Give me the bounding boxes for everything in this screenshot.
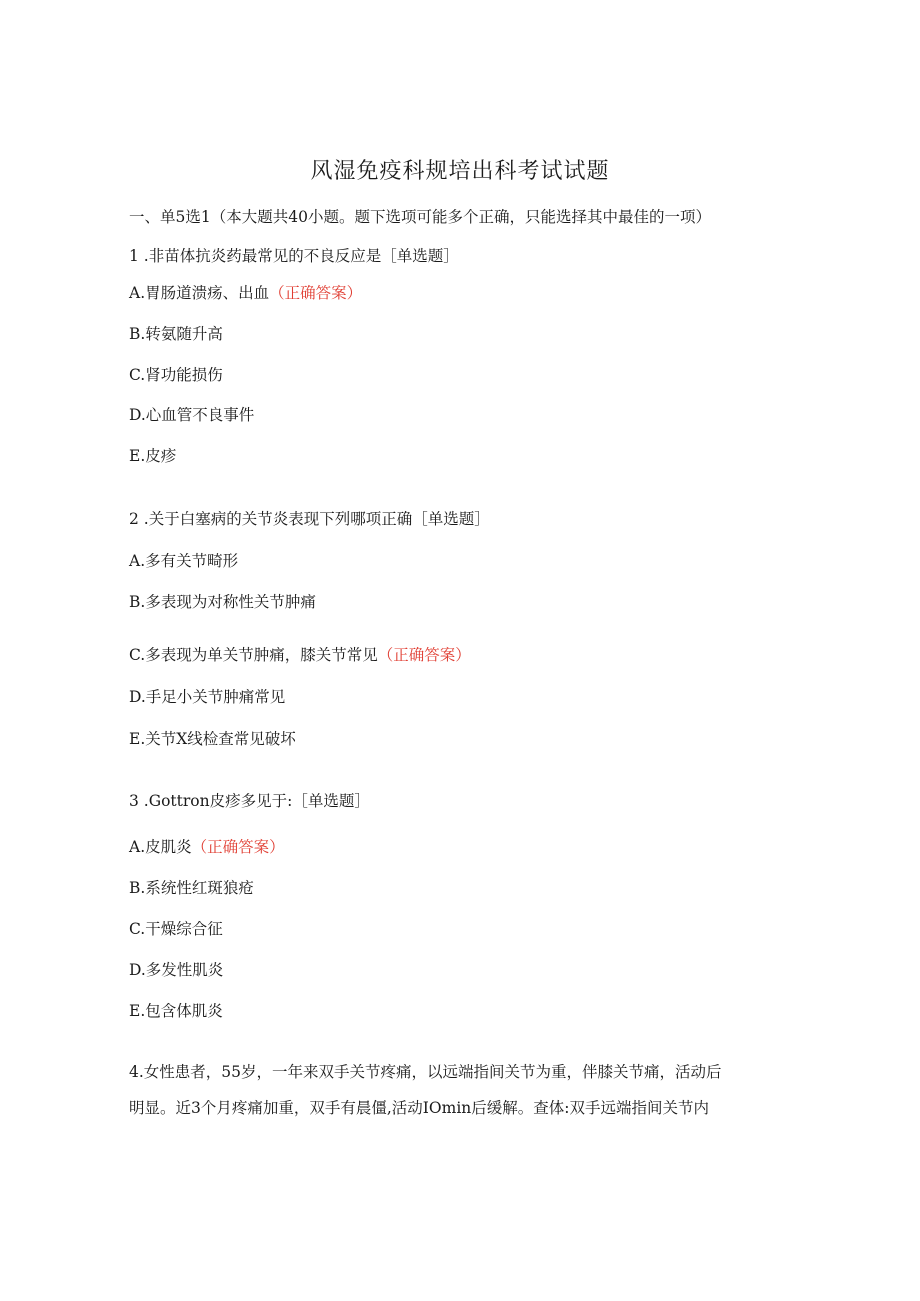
correct-answer-marker: （正确答案） xyxy=(269,284,363,302)
q2-option-e[interactable]: E.关节X线检查常见破坏 xyxy=(129,730,296,748)
section-heading: 一、单5选1（本大题共40小题。题下选项可能多个正确，只能选择其中最佳的一项） xyxy=(129,208,711,226)
q3-option-c[interactable]: C.干燥综合征 xyxy=(129,920,223,938)
q3-option-d[interactable]: D.多发性肌炎 xyxy=(129,961,224,979)
question-3-stem: 3 .Gottron皮疹多见于:［单选题］ xyxy=(129,792,370,810)
q1-option-c[interactable]: C.肾功能损伤 xyxy=(129,366,223,384)
q1-option-a[interactable] xyxy=(129,282,362,304)
correct-answer-marker: （正确答案） xyxy=(191,838,285,856)
q2-option-a[interactable]: A.多有关节畸形 xyxy=(129,552,239,570)
question-4-stem-line-1: 4.女性患者，55岁，一年来双手关节疼痛，以远端指间关节为重，伴膝关节痛，活动后 xyxy=(129,1063,722,1081)
q3-option-a[interactable] xyxy=(129,836,285,858)
correct-answer-marker: （正确答案） xyxy=(377,646,471,664)
q1-option-d[interactable]: D.心血管不良事件 xyxy=(129,406,255,424)
q2-option-c-text: C.多表现为单关节肿痛，膝关节常见 xyxy=(129,646,378,664)
question-4-stem-line-2: 明显。近3个月疼痛加重，双手有晨僵,活动IOmin后缓解。查体:双手远端指间关节内 xyxy=(129,1099,709,1117)
q1-option-b[interactable]: B.转氨随升高 xyxy=(129,325,223,343)
question-2-stem: 2 .关于白塞病的关节炎表现下列哪项正确［单选题］ xyxy=(129,510,490,528)
q1-option-e[interactable]: E.皮疹 xyxy=(129,447,177,465)
q3-option-e[interactable]: E.包含体肌炎 xyxy=(129,1002,223,1020)
q1-option-a-text: A.胃肠道溃疡、出血 xyxy=(129,284,270,302)
q3-option-a-text: A.皮肌炎 xyxy=(129,838,192,856)
q3-option-b[interactable]: B.系统性红斑狼疮 xyxy=(129,879,254,897)
q2-option-d[interactable]: D.手足小关节肿痛常见 xyxy=(129,688,286,706)
question-1-stem: 1 .非苗体抗炎药最常见的不良反应是［单选题］ xyxy=(129,247,459,265)
q2-option-c[interactable] xyxy=(129,644,471,666)
page-title: 风湿免疫科规培出科考试试题 xyxy=(310,159,610,184)
q2-option-b[interactable]: B.多表现为对称性关节肿痛 xyxy=(129,593,316,611)
